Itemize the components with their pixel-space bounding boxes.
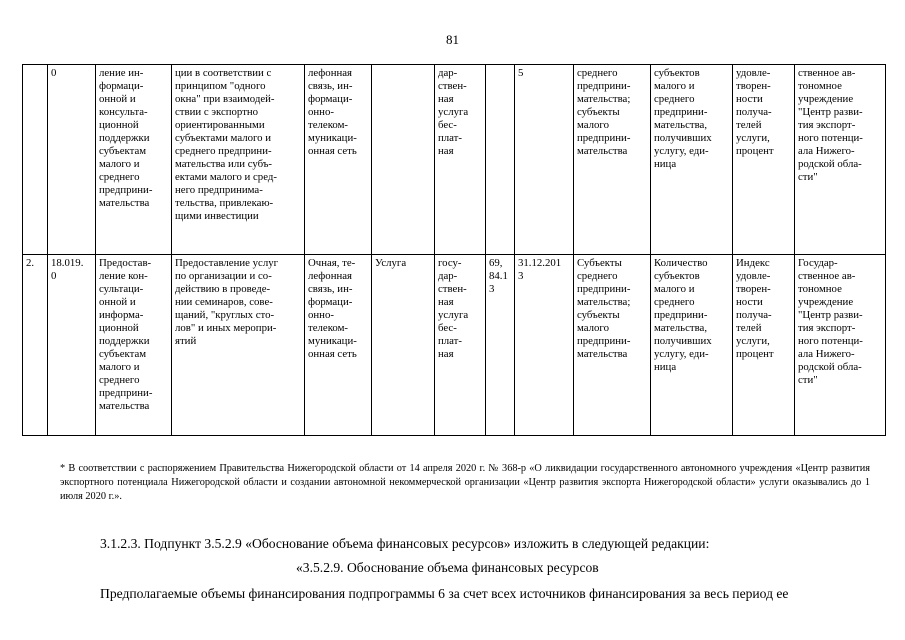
- cell-text-line: ница: [654, 158, 677, 170]
- cell-text-line: ности: [736, 93, 763, 105]
- cell-text-line: тия экспорт-: [798, 119, 856, 131]
- cell-text-line: ного потенци-: [798, 335, 863, 347]
- paragraph-subitem-amendment: 3.1.2.3. Подпункт 3.5.2.9 «Обоснование объема финансовых ресурсов» изложить в следующей редакции:: [100, 536, 710, 551]
- cell-text-line: муникаци-: [308, 132, 357, 144]
- cell-text-line: Очная, те-: [308, 257, 356, 269]
- cell-text-line: среднего: [99, 171, 140, 183]
- cell-text-line: 18.019.: [51, 257, 84, 269]
- cell-text-line: среднего предприни-: [175, 145, 272, 157]
- cell-text-line: услуги,: [736, 335, 770, 347]
- table-cell: [23, 255, 48, 436]
- cell-text-line: мательства,: [654, 119, 708, 131]
- cell-text-line: ционной: [99, 119, 139, 131]
- cell-text-line: малого и: [654, 283, 695, 295]
- cell-text-line: процент: [736, 145, 774, 157]
- table-cell: [305, 65, 372, 255]
- cell-text-line: предприни-: [99, 387, 153, 399]
- cell-text-line: родской обла-: [798, 158, 862, 170]
- cell-text-line: услуга: [438, 309, 469, 321]
- cell-text-line: малого: [577, 119, 609, 131]
- cell-text-line: 3: [489, 283, 495, 295]
- cell-text-line: госу-: [438, 257, 462, 269]
- cell-text-line: ствии с экспортно: [175, 106, 259, 118]
- cell-text-line: онно-: [308, 106, 334, 118]
- cell-text-line: субъектов: [654, 67, 700, 79]
- cell-text-line: мательства;: [577, 296, 631, 308]
- cell-text-line: субъектами малого и: [175, 132, 272, 144]
- cell-text-line: ектами малого и сред-: [175, 171, 277, 183]
- table-cell: [48, 65, 96, 255]
- cell-text-line: процент: [736, 348, 774, 360]
- cell-text-line: ного потенци-: [798, 132, 863, 144]
- cell-text-line: мательства: [99, 400, 150, 412]
- table-cell: [795, 255, 886, 436]
- cell-text-line: получа-: [736, 309, 772, 321]
- cell-text-line: ление кон-: [99, 270, 148, 282]
- cell-text-line: поддержки: [99, 132, 150, 144]
- cell-text-line: телей: [736, 119, 762, 131]
- cell-text-line: ление ин-: [99, 67, 144, 79]
- cell-text-line: малого и: [654, 80, 695, 92]
- table-cell: [172, 255, 305, 436]
- cell-text-line: 2.: [26, 257, 35, 269]
- cell-text-line: мательства;: [577, 93, 631, 105]
- cell-text-line: Количество: [654, 257, 708, 269]
- cell-text-line: щими инвестиции: [175, 210, 259, 222]
- cell-text-line: Государ-: [798, 257, 838, 269]
- cell-text-line: щаний, "круглых сто-: [175, 309, 275, 321]
- cell-text-line: сти": [798, 374, 818, 386]
- cell-text-line: ятий: [175, 335, 197, 347]
- cell-text-line: субъектам: [99, 348, 147, 360]
- cell-text-line: среднего: [99, 374, 140, 386]
- table-cell: [574, 255, 651, 436]
- cell-text-line: ствен-: [438, 283, 467, 295]
- cell-text-line: бес-: [438, 119, 457, 131]
- cell-text-line: онно-: [308, 309, 334, 321]
- cell-text-line: "Центр разви-: [798, 106, 863, 118]
- cell-text-line: лефонная: [308, 270, 353, 282]
- table-cell: [435, 255, 486, 436]
- cell-text-line: связь, ин-: [308, 283, 353, 295]
- cell-text-line: субъекты: [577, 106, 620, 118]
- cell-text-line: среднего: [654, 296, 695, 308]
- cell-text-line: предприни-: [654, 106, 708, 118]
- cell-text-line: онная сеть: [308, 348, 357, 360]
- cell-text-line: сти": [798, 171, 818, 183]
- cell-text-line: ала Нижего-: [798, 348, 855, 360]
- cell-text-line: малого и: [99, 158, 140, 170]
- cell-text-line: удовле-: [736, 67, 771, 79]
- cell-text-line: предприни-: [577, 132, 631, 144]
- cell-text-line: по организации и со-: [175, 270, 272, 282]
- cell-text-line: тельства, привлекаю-: [175, 197, 274, 209]
- cell-text-line: дар-: [438, 270, 458, 282]
- cell-text-line: тия экспорт-: [798, 322, 856, 334]
- cell-text-line: ственное ав-: [798, 270, 856, 282]
- cell-text-line: поддержки: [99, 335, 150, 347]
- cell-text-line: Услуга: [375, 257, 407, 269]
- cell-text-line: ственное ав-: [798, 67, 856, 79]
- cell-text-line: малого: [577, 322, 609, 334]
- table-cell: [172, 65, 305, 255]
- cell-text-line: онная сеть: [308, 145, 357, 157]
- cell-text-line: услуги,: [736, 132, 770, 144]
- cell-text-line: удовле-: [736, 270, 771, 282]
- cell-text-line: 0: [51, 270, 57, 282]
- cell-text-line: среднего: [577, 270, 618, 282]
- table-cell: [651, 65, 733, 255]
- cell-text-line: предприни-: [99, 184, 153, 196]
- cell-text-line: услуга: [438, 106, 469, 118]
- cell-text-line: муникаци-: [308, 335, 357, 347]
- cell-text-line: родской обла-: [798, 361, 862, 373]
- cell-text-line: плат-: [438, 335, 462, 347]
- cell-text-line: услугу, еди-: [654, 348, 709, 360]
- cell-text-line: принципом "одного: [175, 80, 266, 92]
- table-cell: [305, 255, 372, 436]
- cell-text-line: ности: [736, 296, 763, 308]
- cell-text-line: 0: [51, 67, 57, 79]
- table-cell: [733, 65, 795, 255]
- footnote: * В соответствии с распоряжением Правительства Нижегородской области от 14 апреля 2020 г. № 368-р «О ликвидации государственного автономного учреждения «Центр развития экспортного потенциала Нижегородской области и создании автономной некоммерческой организации «Центр развития экспорта Нижегородской области» услуги оказывались до 1 июля 2020 г.».: [60, 463, 870, 502]
- cell-text-line: телеком-: [308, 322, 349, 334]
- table-cell: [96, 255, 172, 436]
- cell-text-line: мательства: [577, 348, 628, 360]
- cell-text-line: получивших: [654, 335, 712, 347]
- cell-text-line: тономное: [798, 80, 842, 92]
- paragraph-financing-text: Предполагаемые объемы финансирования подпрограммы 6 за счет всех источников финансирования за весь период ее: [100, 586, 789, 601]
- cell-text-line: ции в соответствии с: [175, 67, 272, 79]
- table-cell: [48, 255, 96, 436]
- cell-text-line: ствен-: [438, 80, 467, 92]
- cell-text-line: лефонная: [308, 67, 353, 79]
- table-cell: [733, 255, 795, 436]
- cell-text-line: среднего: [577, 67, 618, 79]
- cell-text-line: субъектов: [654, 270, 700, 282]
- cell-text-line: учреждение: [798, 93, 854, 105]
- table-row: [23, 255, 886, 436]
- cell-text-line: мательства: [577, 145, 628, 157]
- cell-text-line: него предпринима-: [175, 184, 263, 196]
- cell-text-line: формаци-: [308, 296, 353, 308]
- table-cell: [96, 65, 172, 255]
- page-number: 81: [446, 32, 459, 47]
- cell-text-line: консульта-: [99, 106, 148, 118]
- cell-text-line: творен-: [736, 80, 771, 92]
- cell-text-line: мательства или субъ-: [175, 158, 273, 170]
- table-row: [23, 65, 886, 255]
- services-table: [22, 64, 886, 436]
- cell-text-line: действию в проведе-: [175, 283, 271, 295]
- cell-text-line: телеком-: [308, 119, 349, 131]
- cell-text-line: формаци-: [308, 93, 353, 105]
- cell-text-line: 69,: [489, 257, 503, 269]
- cell-text-line: предприни-: [577, 335, 631, 347]
- table-cell: [515, 65, 574, 255]
- cell-text-line: среднего: [654, 93, 695, 105]
- cell-text-line: онной и: [99, 93, 136, 105]
- table-cell: [23, 65, 48, 255]
- cell-text-line: субъектам: [99, 145, 147, 157]
- cell-text-line: лов" и иных меропри-: [175, 322, 277, 334]
- cell-text-line: получивших: [654, 132, 712, 144]
- cell-text-line: мательства: [99, 197, 150, 209]
- cell-text-line: онной и: [99, 296, 136, 308]
- cell-text-line: мательства,: [654, 322, 708, 334]
- cell-text-line: учреждение: [798, 296, 854, 308]
- cell-text-line: Предоставление услуг: [175, 257, 279, 269]
- cell-text-line: предприни-: [654, 309, 708, 321]
- table-cell: [372, 255, 435, 436]
- table-cell: [515, 255, 574, 436]
- table-cell: [795, 65, 886, 255]
- cell-text-line: предприни-: [577, 80, 631, 92]
- cell-text-line: ная: [438, 145, 454, 157]
- cell-text-line: 31.12.201: [518, 257, 562, 269]
- cell-text-line: творен-: [736, 283, 771, 295]
- cell-text-line: телей: [736, 322, 762, 334]
- cell-text-line: получа-: [736, 106, 772, 118]
- paragraph-section-heading: «3.5.2.9. Обоснование объема финансовых ресурсов: [296, 560, 599, 575]
- cell-text-line: ала Нижего-: [798, 145, 855, 157]
- cell-text-line: ционной: [99, 322, 139, 334]
- cell-text-line: 5: [518, 67, 524, 79]
- cell-text-line: 84.1: [489, 270, 508, 282]
- cell-text-line: сультаци-: [99, 283, 144, 295]
- cell-text-line: ная: [438, 93, 454, 105]
- cell-text-line: ориентированными: [175, 119, 265, 131]
- table-cell: [486, 65, 515, 255]
- cell-text-line: нии семинаров, сове-: [175, 296, 273, 308]
- cell-text-line: информа-: [99, 309, 144, 321]
- cell-text-line: ница: [654, 361, 677, 373]
- table-cell: [435, 65, 486, 255]
- cell-text-line: ная: [438, 296, 454, 308]
- cell-text-line: дар-: [438, 67, 458, 79]
- cell-text-line: плат-: [438, 132, 462, 144]
- table-cell: [574, 65, 651, 255]
- cell-text-line: формаци-: [99, 80, 144, 92]
- cell-text-line: 3: [518, 270, 524, 282]
- cell-text-line: услугу, еди-: [654, 145, 709, 157]
- cell-text-line: окна" при взаимодей-: [175, 93, 275, 105]
- cell-text-line: ная: [438, 348, 454, 360]
- table-cell: [372, 65, 435, 255]
- cell-text-line: бес-: [438, 322, 457, 334]
- cell-text-line: Предостав-: [99, 257, 152, 269]
- cell-text-line: предприни-: [577, 283, 631, 295]
- cell-text-line: тономное: [798, 283, 842, 295]
- cell-text-line: малого и: [99, 361, 140, 373]
- cell-text-line: Субъекты: [577, 257, 622, 269]
- cell-text-line: "Центр разви-: [798, 309, 863, 321]
- cell-text-line: Индекс: [736, 257, 770, 269]
- cell-text-line: субъекты: [577, 309, 620, 321]
- table-cell: [651, 255, 733, 436]
- cell-text-line: связь, ин-: [308, 80, 353, 92]
- table-cell: [486, 255, 515, 436]
